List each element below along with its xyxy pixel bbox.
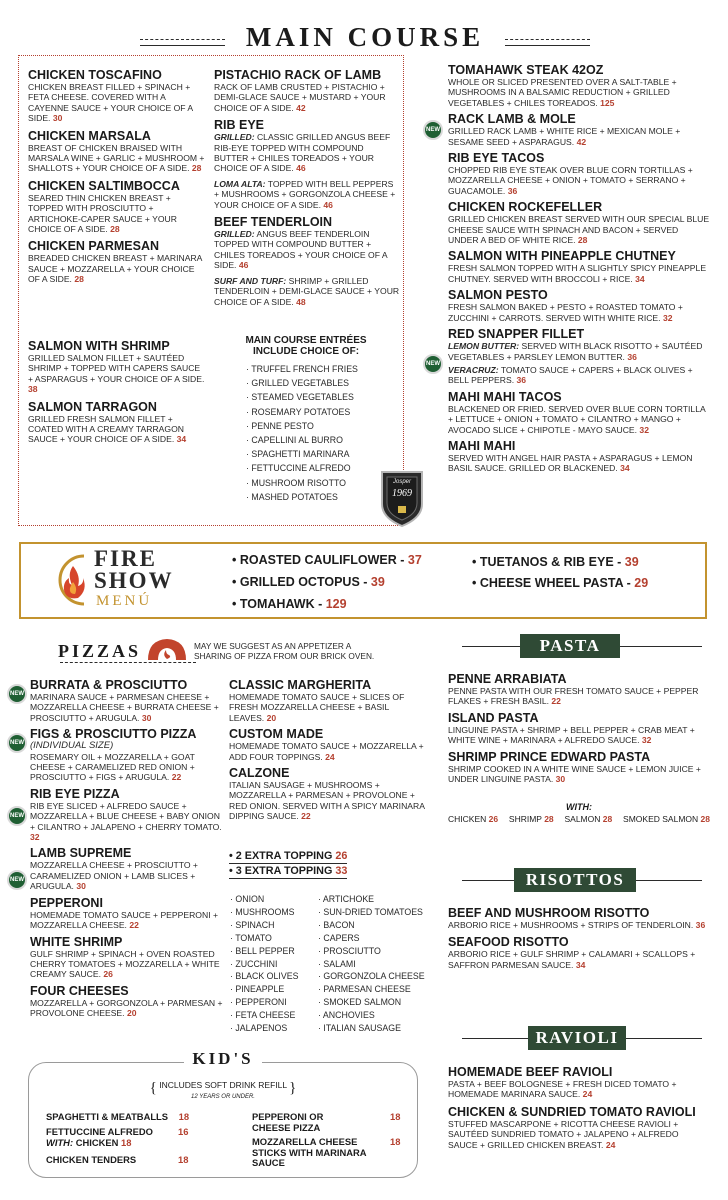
pizzas-title: PIZZAS bbox=[58, 641, 142, 661]
item-price: 28 bbox=[74, 274, 84, 285]
ravioli-list bbox=[448, 1066, 710, 1150]
main-course-column-3 bbox=[448, 64, 710, 474]
header-rule-left bbox=[140, 39, 225, 40]
item-price: 24 bbox=[605, 1139, 616, 1150]
with-option: SMOKED SALMON 28 bbox=[623, 814, 710, 824]
item-price: 36 bbox=[627, 351, 637, 362]
side-item: · MUSHROOM RISOTTO bbox=[246, 476, 386, 490]
menu-item bbox=[30, 788, 224, 843]
flame-icon bbox=[54, 552, 92, 608]
item-desc: GRILLED: ANGUS BEEF TENDERLOIN TOPPED WITH COMPOUND BUTTER + CHILES TOREADOS + YOUR CHOICE OF A SIDE. 46 bbox=[214, 229, 388, 271]
item-desc: RACK OF LAMB CRUSTED + PISTACHIO + DEMI-GLACE SAUCE + MUSTARD + YOUR CHOICE OF A SIDE. 42 bbox=[214, 82, 386, 113]
item-name: RACK LAMB & MOLE bbox=[448, 112, 576, 127]
menu-item bbox=[448, 289, 710, 323]
item-name: FIGS & PROSCIUTTO PIZZA bbox=[30, 727, 197, 742]
topping-item: · SMOKED SALMON bbox=[318, 996, 428, 1009]
item-price: 28 bbox=[110, 224, 120, 235]
topping-item: · MUSHROOMS bbox=[230, 906, 318, 919]
item-price: 42 bbox=[296, 102, 306, 113]
item-name: RIB EYE bbox=[214, 118, 265, 133]
item-price: 30 bbox=[555, 774, 566, 785]
item-desc: ARBORIO RICE + MUSHROOMS + STRIPS OF TENDERLOIN. 36 bbox=[448, 920, 706, 930]
item-name: MAHI MAHI TACOS bbox=[448, 389, 562, 404]
topping-item: · ONION bbox=[230, 893, 318, 906]
item-desc: CHICKEN BREAST FILLED + SPINACH + FETA CHEESE. COVERED WITH A CAYENNE SAUCE + YOUR CHOICE OF A SIDE. 30 bbox=[28, 82, 193, 124]
item-desc: ROSEMARY OIL + MOZZARELLA + GOAT CHEESE + CARAMELIZED RED ONION + PROSCIUTTO + FIGS + ARUGULA. 22 bbox=[30, 751, 195, 783]
toppings-list-b bbox=[318, 893, 428, 1035]
josper-badge bbox=[378, 468, 426, 528]
item-desc: GRILLED: CLASSIC GRILLED ANGUS BEEF RIB-EYE TOPPED WITH COMPOUND BUTTER + CHILES TOREADOS + YOUR CHOICE OF A SIDE. 46 bbox=[214, 132, 391, 174]
topping-item: · SPINACH bbox=[230, 919, 318, 932]
topping-item: · PEPPERONI bbox=[230, 996, 318, 1009]
menu-item bbox=[28, 340, 206, 395]
item-name: BEEF TENDERLOIN bbox=[214, 215, 333, 230]
item-name: CLASSIC MARGHERITA bbox=[229, 678, 372, 692]
menu-item bbox=[30, 847, 224, 891]
topping-item: · CAPERS bbox=[318, 932, 428, 945]
side-item: · FETTUCCINE ALFREDO bbox=[246, 461, 386, 475]
item-price: 36 bbox=[516, 375, 527, 386]
item-price: 30 bbox=[76, 881, 86, 892]
fire-show-title-1: FIRE bbox=[94, 546, 157, 571]
item-desc: LEMON BUTTER: SERVED WITH BLACK RISOTTO + SAUTÉED VEGETABLES + PARSLEY LEMON BUTTER. 36 bbox=[448, 341, 703, 362]
item-name: MAHI MAHI bbox=[448, 438, 516, 453]
fire-item: • ROASTED CAULIFLOWER - 37 bbox=[232, 553, 422, 567]
item-name: ISLAND PASTA bbox=[448, 710, 539, 725]
menu-item bbox=[30, 985, 224, 1019]
item-price: 22 bbox=[129, 920, 139, 931]
item-name: CHICKEN PARMESAN bbox=[28, 239, 160, 254]
item-desc: STUFFED MASCARPONE + RICOTTA CHEESE RAVIOLI + SAUTÉED SUNDRIED TOMATO + JALAPENO + ALFREDO SAUCE + GRILLED CHICKEN BREAST. 24 bbox=[448, 1118, 679, 1150]
topping-item: · PINEAPPLE bbox=[230, 983, 318, 996]
item-name: SHRIMP PRINCE EDWARD PASTA bbox=[448, 749, 651, 764]
menu-item bbox=[30, 936, 224, 980]
new-badge: NEW bbox=[423, 120, 443, 140]
brace-right-icon: } bbox=[289, 1080, 297, 1096]
item-name: TOMAHAWK STEAK 42OZ bbox=[448, 63, 604, 77]
menu-item bbox=[448, 113, 710, 147]
kids-item: FETTUCCINE ALFREDO 16 WITH: CHICKEN 18 bbox=[46, 1126, 189, 1148]
item-name: PEPPERONI bbox=[30, 895, 103, 910]
item-desc: SERVED WITH ANGEL HAIR PASTA + ASPARAGUS + LEMON BASIL SAUCE. GRILLED OR BLACKENED. 34 bbox=[448, 452, 693, 474]
item-desc: WHOLE OR SLICED PRESENTED OVER A SALT-TABLE + MUSHROOMS IN A BALSAMIC REDUCTION + GRILLED VEGETABLES + CHILES TOREADOS. 125 bbox=[448, 77, 677, 108]
item-name: PISTACHIO RACK OF LAMB bbox=[214, 68, 382, 82]
kids-item: MOZZARELLA CHEESE STICKS WITH MARINARA SAUCE bbox=[252, 1136, 367, 1168]
kids-item: SPAGHETTI & MEATBALLS 18 bbox=[46, 1111, 190, 1122]
pasta-with-options bbox=[448, 814, 710, 824]
item-name: LAMB SUPREME bbox=[30, 846, 132, 861]
sides-list bbox=[246, 362, 386, 504]
menu-item bbox=[30, 679, 224, 723]
badge-year: 1969 bbox=[392, 488, 412, 499]
header-rule-right-2 bbox=[505, 45, 590, 46]
ravioli-title: RAVIOLI bbox=[528, 1026, 626, 1050]
menu-item bbox=[30, 728, 224, 783]
main-course-column-2 bbox=[214, 69, 400, 307]
item-name: CHICKEN TOSCAFINO bbox=[28, 68, 162, 82]
item-desc: ITALIAN SAUSAGE + MUSHROOMS + MOZZARELLA + PARMESAN + PROVOLONE + RED ONION. SERVED WITH A SPICY MARINARA DIPPING SAUCE. 22 bbox=[229, 780, 425, 822]
item-desc: GRILLED RACK LAMB + WHITE RICE + MEXICAN MOLE + SESAME SEED + ASPARAGUS. 42 bbox=[448, 126, 681, 147]
item-name: BEEF AND MUSHROOM RISOTTO bbox=[448, 906, 650, 920]
menu-item bbox=[229, 679, 425, 723]
kids-title-wrap bbox=[28, 1049, 418, 1069]
menu-item bbox=[448, 712, 710, 746]
side-item: · MASHED POTATOES bbox=[246, 490, 386, 504]
menu-item bbox=[229, 728, 425, 762]
menu-item bbox=[448, 250, 710, 284]
item-desc: GULF SHRIMP + SPINACH + OVEN ROASTED CHERRY TOMATOES + MOZZARELLA + WHITE CREAMY SAUCE. 26 bbox=[30, 948, 220, 980]
item-desc: BLACKENED OR FRIED. SERVED OVER BLUE CORN TORTILLA + LETTUCE + ONION + TOMATO + CILANTRO + MANGO + AVOCADO SLICE + CHIPOTLE - MAYO SAUCE. 32 bbox=[448, 403, 706, 435]
item-desc: MOZZARELLA CHEESE + PROSCIUTTO + CARAMELIZED ONION + LAMB SLICES + ARUGULA. 30 bbox=[30, 860, 198, 892]
side-item: · GRILLED VEGETABLES bbox=[246, 376, 386, 390]
main-course-column-1 bbox=[28, 69, 206, 285]
item-price: 28 bbox=[577, 235, 588, 246]
item-price: 34 bbox=[176, 434, 187, 445]
pasta-title: PASTA bbox=[520, 634, 620, 658]
menu-item bbox=[448, 1106, 710, 1150]
item-desc: SEARED THIN CHICKEN BREAST + TOPPED WITH PROSCIUTTO + ARTICHOKE-CAPER SAUCE + YOUR CHOICE OF A SIDE. 28 bbox=[28, 192, 177, 235]
fire-show-title-2: SHOW bbox=[94, 568, 174, 593]
page-title: MAIN COURSE bbox=[245, 22, 485, 52]
item-name: HOMEMADE BEEF RAVIOLI bbox=[448, 1065, 613, 1079]
brick-oven-icon bbox=[145, 636, 189, 662]
kids-item: PEPPERONI OR CHEESE PIZZA bbox=[252, 1111, 324, 1133]
item-price: 48 bbox=[296, 296, 306, 307]
menu-item bbox=[214, 216, 400, 307]
brace-left-icon: { bbox=[149, 1080, 157, 1096]
item-price: 46 bbox=[238, 260, 249, 271]
topping-item: · ARTICHOKE bbox=[318, 893, 428, 906]
item-price: 20 bbox=[266, 712, 277, 723]
menu-item bbox=[448, 673, 710, 707]
topping-item: · BLACK OLIVES bbox=[230, 970, 318, 983]
item-desc: ARBORIO RICE + GULF SHRIMP + CALAMARI + SCALLOPS + SAFFRON PARMESAN SAUCE. 34 bbox=[448, 949, 696, 970]
item-name: SALMON TARRAGON bbox=[28, 399, 157, 414]
item-price: 32 bbox=[639, 424, 649, 435]
item-desc: RIB EYE SLICED + ALFREDO SAUCE + MOZZARELLA + BLUE CHEESE + BABY ONION + CILANTRO + JALAPENO + CHERRY TOMATO. 32 bbox=[30, 800, 222, 843]
topping-item: · PROSCIUTTO bbox=[318, 945, 428, 958]
item-desc: SHRIMP COOKED IN A WHITE WINE SAUCE + LEMON JUICE + UNDER LINGUINE PASTA. 30 bbox=[448, 763, 701, 785]
toppings-list-a bbox=[230, 893, 318, 1035]
item-desc: FRESH SALMON BAKED + PESTO + ROASTED TOMATO + ZUCCHINI + CARROTS. SERVED WITH WHITE RICE. 32 bbox=[448, 302, 683, 323]
item-price: 36 bbox=[695, 920, 706, 930]
item-name: CHICKEN MARSALA bbox=[28, 128, 151, 143]
main-course-column-1b bbox=[28, 340, 206, 445]
side-item: · CAPELLINI AL BURRO bbox=[246, 433, 386, 447]
with-option: SALMON 28 bbox=[564, 814, 613, 824]
topping-item: · GORGONZOLA CHEESE bbox=[318, 970, 428, 983]
menu-item bbox=[448, 751, 710, 785]
pizzas-rule bbox=[60, 662, 196, 663]
item-price: 22 bbox=[171, 772, 182, 783]
with-option: SHRIMP 28 bbox=[508, 814, 554, 824]
topping-item: · BELL PEPPER bbox=[230, 945, 318, 958]
item-name: SALMON WITH SHRIMP bbox=[28, 339, 170, 353]
topping-item: · BACON bbox=[318, 919, 428, 932]
badge-brand: Josper bbox=[392, 479, 411, 485]
item-price: 34 bbox=[635, 273, 645, 284]
item-price: 24 bbox=[582, 1089, 593, 1100]
menu-item bbox=[448, 440, 710, 474]
fire-item: • CHEESE WHEEL PASTA - 29 bbox=[472, 576, 648, 590]
side-item: · SPAGHETTI MARINARA bbox=[246, 447, 386, 461]
menu-item bbox=[448, 64, 710, 108]
item-desc: LOMA ALTA: TOPPED WITH BELL PEPPERS + MUSHROOMS + GORGONZOLA CHEESE + YOUR CHOICE OF A SIDE. 46 bbox=[214, 178, 396, 210]
item-name: RED SNAPPER FILLET bbox=[448, 327, 585, 342]
fire-show-title-3: MENÚ bbox=[96, 593, 153, 609]
item-desc: PASTA + BEEF BOLOGNESE + FRESH DICED TOMATO + HOMEMADE MARINARA SAUCE. 24 bbox=[448, 1079, 677, 1100]
new-badge: NEW bbox=[7, 684, 27, 704]
pizzas-column-1 bbox=[30, 679, 224, 1019]
extra-topping-2: • 2 EXTRA TOPPING 26 bbox=[229, 850, 348, 862]
new-badge: NEW bbox=[7, 806, 27, 826]
risottos-title: RISOTTOS bbox=[514, 868, 636, 892]
side-item: · STEAMED VEGETABLES bbox=[246, 390, 386, 404]
menu-item bbox=[448, 152, 710, 196]
menu-item bbox=[28, 130, 206, 174]
item-name: CHICKEN SALTIMBOCCA bbox=[28, 178, 180, 193]
topping-item: · TOMATO bbox=[230, 932, 318, 945]
side-item: · TRUFFEL FRENCH FRIES bbox=[246, 362, 386, 376]
side-item: · ROSEMARY POTATOES bbox=[246, 405, 386, 419]
item-desc: BREAST OF CHICKEN BRAISED WITH MARSALA WINE + GARLIC + MUSHROOM + SHALLOTS + YOUR CHOICE OF A SIDE. 28 bbox=[28, 142, 205, 174]
pasta-with-label: WITH: bbox=[566, 802, 592, 812]
item-price: 34 bbox=[575, 959, 586, 970]
menu-item bbox=[229, 767, 425, 822]
item-price: 26 bbox=[103, 969, 113, 980]
item-name: RIB EYE TACOS bbox=[448, 151, 545, 166]
item-price: 30 bbox=[52, 113, 63, 124]
item-price: 24 bbox=[325, 751, 335, 762]
header-rule-right bbox=[505, 39, 590, 40]
item-name: SALMON WITH PINEAPPLE CHUTNEY bbox=[448, 249, 676, 264]
item-subtitle: (INDIVIDUAL SIZE) bbox=[30, 740, 114, 752]
topping-item: · JALAPENOS bbox=[230, 1022, 318, 1035]
topping-item: · SALAMI bbox=[318, 958, 428, 971]
item-price: 22 bbox=[301, 811, 311, 822]
item-price: 42 bbox=[576, 136, 587, 147]
fire-show-logo bbox=[54, 552, 92, 608]
menu-item bbox=[448, 391, 710, 435]
topping-item: · ANCHOVIES bbox=[318, 1009, 428, 1022]
fire-item: • TOMAHAWK - 129 bbox=[232, 597, 347, 611]
item-price: 30 bbox=[141, 712, 152, 723]
kids-item-price: 18 bbox=[390, 1136, 401, 1147]
pasta-list bbox=[448, 673, 710, 784]
item-price: 38 bbox=[28, 384, 38, 395]
menu-item bbox=[214, 69, 400, 113]
extra-toppings bbox=[229, 849, 347, 879]
item-desc: FRESH SALMON TOPPED WITH A SLIGHTLY SPICY PINEAPPLE CHUTNEY. SERVED WITH BROCCOLI + RICE. 34 bbox=[448, 263, 707, 284]
new-badge: NEW bbox=[7, 870, 27, 890]
fire-show-title bbox=[94, 548, 174, 592]
item-desc: SURF AND TURF: SHRIMP + GRILLED TENDERLOIN + DEMI-GLACE SAUCE + YOUR CHOICE OF A SIDE. 48 bbox=[214, 275, 400, 307]
kids-item-price: 18 bbox=[390, 1111, 401, 1122]
item-name: CHICKEN ROCKEFELLER bbox=[448, 200, 603, 215]
item-price: 125 bbox=[600, 97, 615, 108]
topping-item: · FETA CHEESE bbox=[230, 1009, 318, 1022]
topping-item: · SUN-DRIED TOMATOES bbox=[318, 906, 428, 919]
item-price: 46 bbox=[296, 163, 306, 174]
side-item: · PENNE PESTO bbox=[246, 419, 386, 433]
item-price: 22 bbox=[551, 696, 561, 707]
item-name: CALZONE bbox=[229, 766, 290, 781]
topping-item: · PARMESAN CHEESE bbox=[318, 983, 428, 996]
item-desc: HOMEMADE TOMATO SAUCE + SLICES OF FRESH MOZZARELLA CHEESE + BASIL LEAVES. 20 bbox=[229, 692, 405, 723]
item-name: RIB EYE PIZZA bbox=[30, 786, 120, 801]
item-price: 36 bbox=[507, 185, 518, 196]
item-price: 32 bbox=[30, 832, 40, 843]
item-desc: GRILLED SALMON FILLET + SAUTÉED SHRIMP + TOPPED WITH CAPERS SAUCE + ASPARAGUS + YOUR CHOICE OF A SIDE. 38 bbox=[28, 353, 205, 395]
extra-topping-3: • 3 EXTRA TOPPING 33 bbox=[229, 865, 348, 877]
menu-item bbox=[448, 936, 710, 970]
item-name: PENNE ARRABIATA bbox=[448, 672, 567, 686]
item-desc: MOZZARELLA + GORGONZOLA + PARMESAN + PROVOLONE CHEESE. 20 bbox=[30, 997, 223, 1019]
item-desc: HOMEMADE TOMATO SAUCE + MOZZARELLA + ADD FOUR TOPPINGS. 24 bbox=[229, 741, 424, 762]
menu-item bbox=[214, 119, 400, 210]
item-desc: CHOPPED RIB EYE STEAK OVER BLUE CORN TORTILLAS + MOZZARELLA CHEESE + ONION + TOMATO + SERRANO + GUACAMOLE. 36 bbox=[448, 165, 693, 196]
kids-age: 12 YEARS OR UNDER. bbox=[191, 1094, 255, 1100]
fire-item: • TUETANOS & RIB EYE - 39 bbox=[472, 555, 639, 569]
item-price: 46 bbox=[323, 199, 333, 210]
item-desc: GRILLED FRESH SALMON FILLET + COATED WITH A CREAMY TARRAGON SAUCE + YOUR CHOICE OF A SIDE. 34 bbox=[28, 413, 187, 445]
menu-item bbox=[448, 328, 710, 386]
header-rule-left-2 bbox=[140, 45, 225, 46]
menu-item bbox=[28, 69, 206, 124]
menu-item bbox=[448, 1066, 710, 1100]
item-name: CHICKEN & SUNDRIED TOMATO RAVIOLI bbox=[448, 1104, 696, 1119]
item-price: 32 bbox=[662, 312, 673, 323]
item-price: 28 bbox=[191, 163, 202, 174]
with-option: CHICKEN 26 bbox=[448, 814, 499, 824]
pizzas-note: MAY WE SUGGEST AS AN APPETIZER A SHARING OF PIZZA FROM OUR BRICK OVEN. bbox=[194, 641, 375, 661]
menu-item bbox=[30, 897, 224, 931]
item-desc: MARINARA SAUCE + PARMESAN CHEESE + MOZZARELLA CHEESE + BURRATA CHEESE + PROSCIUTTO + ARUGULA. 30 bbox=[30, 692, 219, 723]
new-badge: NEW bbox=[7, 733, 27, 753]
item-price: 20 bbox=[126, 1008, 137, 1019]
item-desc: VERACRUZ: TOMATO SAUCE + CAPERS + BLACK OLIVES + BELL PEPPERS. 36 bbox=[448, 364, 693, 386]
menu-item bbox=[28, 180, 206, 235]
menu-item bbox=[28, 240, 206, 284]
item-desc: HOMEMADE TOMATO SAUCE + PEPPERONI + MOZZARELLA CHEESE. 22 bbox=[30, 909, 218, 931]
item-desc: LINGUINE PASTA + SHRIMP + BELL PEPPER + CRAB MEAT + WHITE WINE + MARINARA + ALFREDO SAUCE. 32 bbox=[448, 724, 695, 746]
item-desc: PENNE PASTA WITH OUR FRESH TOMATO SAUCE + PEPPER FLAKES + FRESH BASIL. 22 bbox=[448, 686, 699, 707]
item-name: CUSTOM MADE bbox=[229, 727, 324, 742]
new-badge: NEW bbox=[423, 354, 443, 374]
kids-note: { INCLUDES SOFT DRINK REFILL } bbox=[149, 1080, 297, 1096]
kids-item: CHICKEN TENDERS 18 bbox=[46, 1154, 189, 1165]
pizzas-column-2 bbox=[229, 679, 425, 822]
risottos-list bbox=[448, 907, 710, 970]
menu-item bbox=[28, 401, 206, 445]
item-price: 32 bbox=[641, 735, 652, 746]
item-name: SALMON PESTO bbox=[448, 288, 548, 303]
item-desc: GRILLED CHICKEN BREAST SERVED WITH OUR SPECIAL BLUE CHEESE SAUCE WITH SPINACH AND BACON + SERVED UNDER A BED OF WHITE RICE. 28 bbox=[448, 214, 710, 246]
item-desc: BREADED CHICKEN BREAST + MARINARA SAUCE + MOZZARELLA + YOUR CHOICE OF A SIDE. 28 bbox=[28, 253, 202, 285]
topping-item: · ZUCCHINI bbox=[230, 958, 318, 971]
item-name: BURRATA & PROSCIUTTO bbox=[30, 678, 188, 692]
item-name: FOUR CHEESES bbox=[30, 983, 129, 998]
fire-item: • GRILLED OCTOPUS - 39 bbox=[232, 575, 385, 589]
item-price: 34 bbox=[620, 463, 630, 474]
topping-item: · ITALIAN SAUSAGE bbox=[318, 1022, 428, 1035]
item-name: SEAFOOD RISOTTO bbox=[448, 935, 569, 950]
entrees-heading: MAIN COURSE ENTRÉES INCLUDE CHOICE OF: bbox=[245, 335, 367, 357]
menu-item bbox=[448, 201, 710, 245]
kids-title: KID'S bbox=[184, 1049, 261, 1068]
menu-item bbox=[448, 907, 710, 930]
item-name: WHITE SHRIMP bbox=[30, 934, 123, 949]
